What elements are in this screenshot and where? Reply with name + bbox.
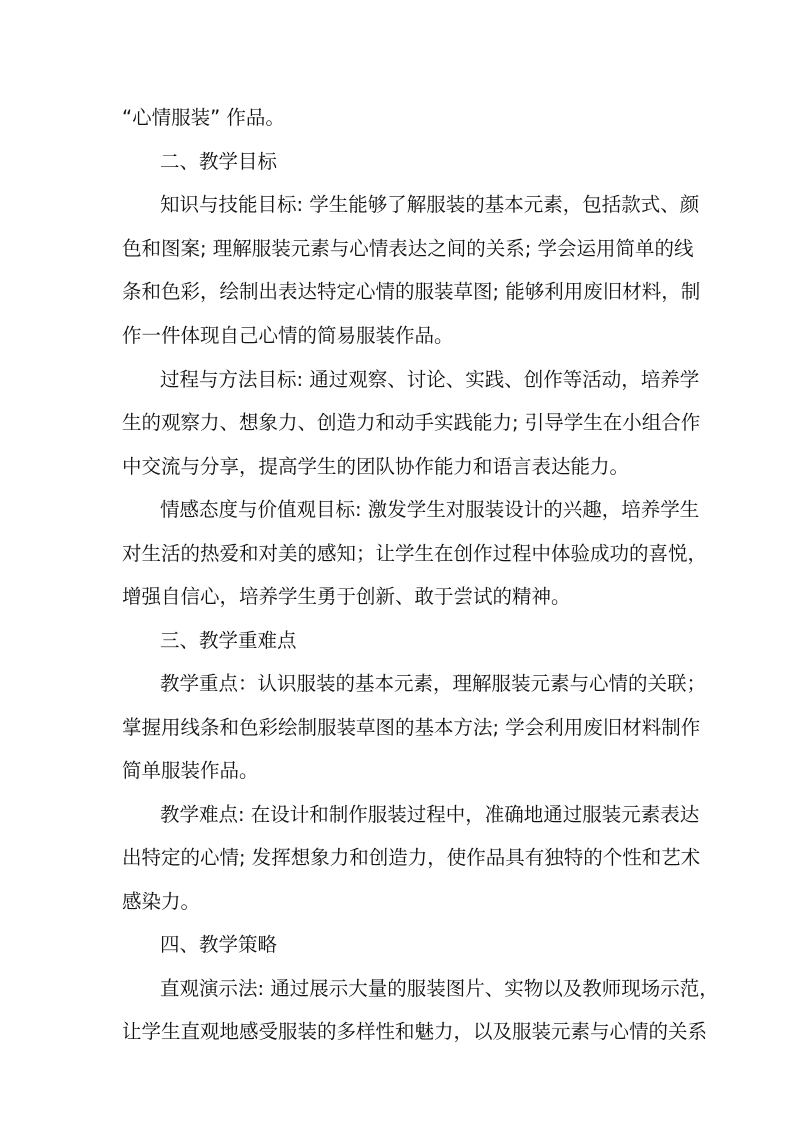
line-text: 简单服装作品。 xyxy=(122,759,259,782)
line-text: 条和色彩，绘制出表达特定心情的服装草图; 能够利用废旧材料，制 xyxy=(122,280,701,303)
line-text: 对生活的热爱和对美的感知；让学生在创作过程中体验成功的喜悦， xyxy=(122,542,708,565)
line-text: 作一件体现自己心情的简易服装作品。 xyxy=(122,324,454,347)
line-text: 四、教学策略 xyxy=(160,933,278,956)
line-text: “心情服装” 作品。 xyxy=(122,106,285,129)
line-text: 感染力。 xyxy=(122,890,201,913)
line-text: 教学重点：认识服装的基本元素，理解服装元素与心情的关联； xyxy=(160,672,707,695)
line-text: 生的观察力、想象力、创造力和动手实践能力; 引导学生在小组合作 xyxy=(122,411,701,434)
line-text: 色和图案; 理解服装元素与心情表达之间的关系; 学会运用简单的线 xyxy=(122,237,694,260)
line-text: 出特定的心情; 发挥想象力和创造力，使作品具有独特的个性和艺术 xyxy=(122,846,701,869)
line-text: 让学生直观地感受服装的多样性和魅力，以及服装元素与心情的关系 xyxy=(122,1020,708,1043)
line-text: 掌握用线条和色彩绘制服装草图的基本方法; 学会利用废旧材料制作 xyxy=(122,716,701,739)
line-text: 教学难点: 在设计和制作服装过程中，准确地通过服装元素表达 xyxy=(160,803,700,826)
line-text: 知识与技能目标: 学生能够了解服装的基本元素，包括款式、颜 xyxy=(160,193,700,216)
line-text: 增强自信心，培养学生勇于创新、敢于尝试的精神。 xyxy=(122,585,571,608)
line-text: 情感态度与价值观目标: 激发学生对服装设计的兴趣，培养学生 xyxy=(160,498,700,521)
line-text: 三、教学重难点 xyxy=(160,629,297,652)
line-text: 过程与方法目标: 通过观察、讨论、实践、创作等活动，培养学 xyxy=(160,368,700,391)
line-text: 二、教学目标 xyxy=(160,150,278,173)
line-text: 中交流与分享，提高学生的团队协作能力和语言表达能力。 xyxy=(122,455,630,478)
line-text: 直观演示法: 通过展示大量的服装图片、实物以及教师现场示范， xyxy=(160,977,719,1000)
